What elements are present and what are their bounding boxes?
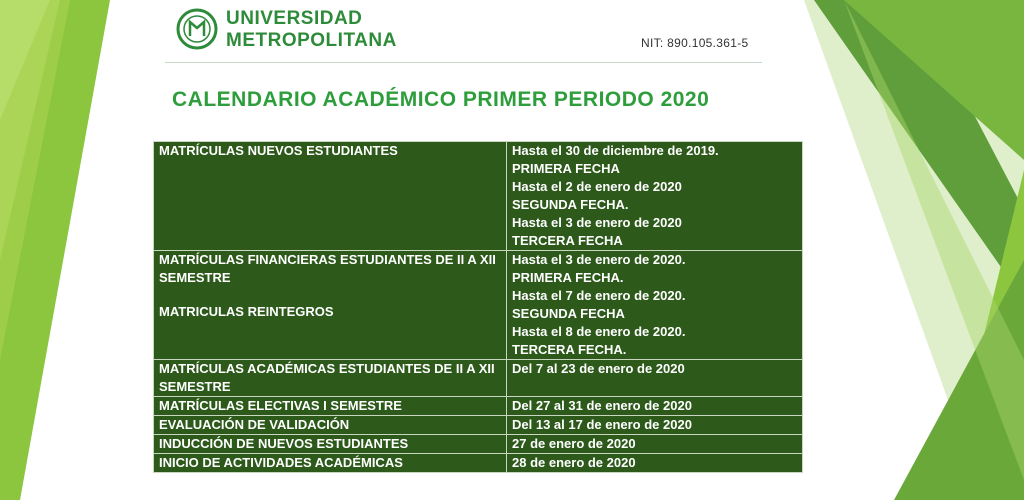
- date-text: Hasta el 2 de enero de 2020: [512, 179, 682, 194]
- table-row: [154, 142, 803, 251]
- date-text: 27 de enero de 2020: [512, 436, 636, 451]
- date-text: Hasta el 8 de enero de 2020.: [512, 324, 686, 339]
- university-name-line2: METROPOLITANA: [226, 30, 397, 51]
- dates-cell: [507, 397, 803, 416]
- spacer: [159, 287, 501, 303]
- header-divider: [165, 62, 762, 63]
- date-text: Hasta el 3 de enero de 2020: [512, 215, 682, 230]
- calendar-table: [153, 141, 803, 473]
- activity-cell: [154, 435, 507, 454]
- activity-cell: [154, 397, 507, 416]
- date-text: SEGUNDA FECHA.: [512, 197, 629, 212]
- date-text: Del 7 al 23 de enero de 2020: [512, 361, 685, 376]
- dates-cell: [507, 435, 803, 454]
- dates-cell: [507, 360, 803, 397]
- university-name-line1: UNIVERSIDAD: [226, 8, 363, 29]
- activity-text: MATRÍCULAS FINANCIERAS ESTUDIANTES DE II A XII SEMESTRE: [159, 252, 496, 285]
- nit-number: NIT: 890.105.361-5: [641, 36, 749, 50]
- date-text: Del 13 al 17 de enero de 2020: [512, 417, 692, 432]
- activity-text: MATRICULAS REINTEGROS: [159, 304, 334, 319]
- date-text: Hasta el 7 de enero de 2020.: [512, 288, 686, 303]
- page-title: CALENDARIO ACADÉMICO PRIMER PERIODO 2020: [172, 88, 710, 111]
- date-text: TERCERA FECHA.: [512, 342, 627, 357]
- activity-text: INDUCCIÓN DE NUEVOS ESTUDIANTES: [159, 436, 409, 451]
- activity-text: MATRÍCULAS ELECTIVAS I SEMESTRE: [159, 398, 402, 413]
- activity-text: INICIO DE ACTIVIDADES ACADÉMICAS: [159, 455, 403, 470]
- university-name: [226, 8, 397, 52]
- activity-text: EVALUACIÓN DE VALIDACIÓN: [159, 417, 350, 432]
- date-text: 28 de enero de 2020: [512, 455, 636, 470]
- table-row: [154, 454, 803, 473]
- date-text: TERCERA FECHA: [512, 233, 623, 248]
- dates-cell: [507, 142, 803, 251]
- date-text: Del 27 al 31 de enero de 2020: [512, 398, 692, 413]
- activity-cell: [154, 454, 507, 473]
- dates-cell: [507, 454, 803, 473]
- date-text: PRIMERA FECHA: [512, 161, 620, 176]
- table-row: [154, 416, 803, 435]
- date-text: Hasta el 3 de enero de 2020.: [512, 252, 686, 267]
- activity-cell: [154, 251, 507, 360]
- activity-cell: [154, 416, 507, 435]
- table-row: [154, 251, 803, 360]
- date-text: Hasta el 30 de diciembre de 2019.: [512, 143, 719, 158]
- date-text: SEGUNDA FECHA: [512, 306, 625, 321]
- table-row: [154, 360, 803, 397]
- activity-cell: [154, 360, 507, 397]
- table-row: [154, 397, 803, 416]
- activity-text: MATRÍCULAS NUEVOS ESTUDIANTES: [159, 143, 398, 158]
- right-decoration: [784, 0, 1024, 500]
- table-row: [154, 435, 803, 454]
- dates-cell: [507, 416, 803, 435]
- activity-text: MATRÍCULAS ACADÉMICAS ESTUDIANTES DE II A XII SEMESTRE: [159, 361, 495, 394]
- university-seal-icon: [176, 8, 218, 50]
- dates-cell: [507, 251, 803, 360]
- date-text: PRIMERA FECHA.: [512, 270, 624, 285]
- activity-cell: [154, 142, 507, 251]
